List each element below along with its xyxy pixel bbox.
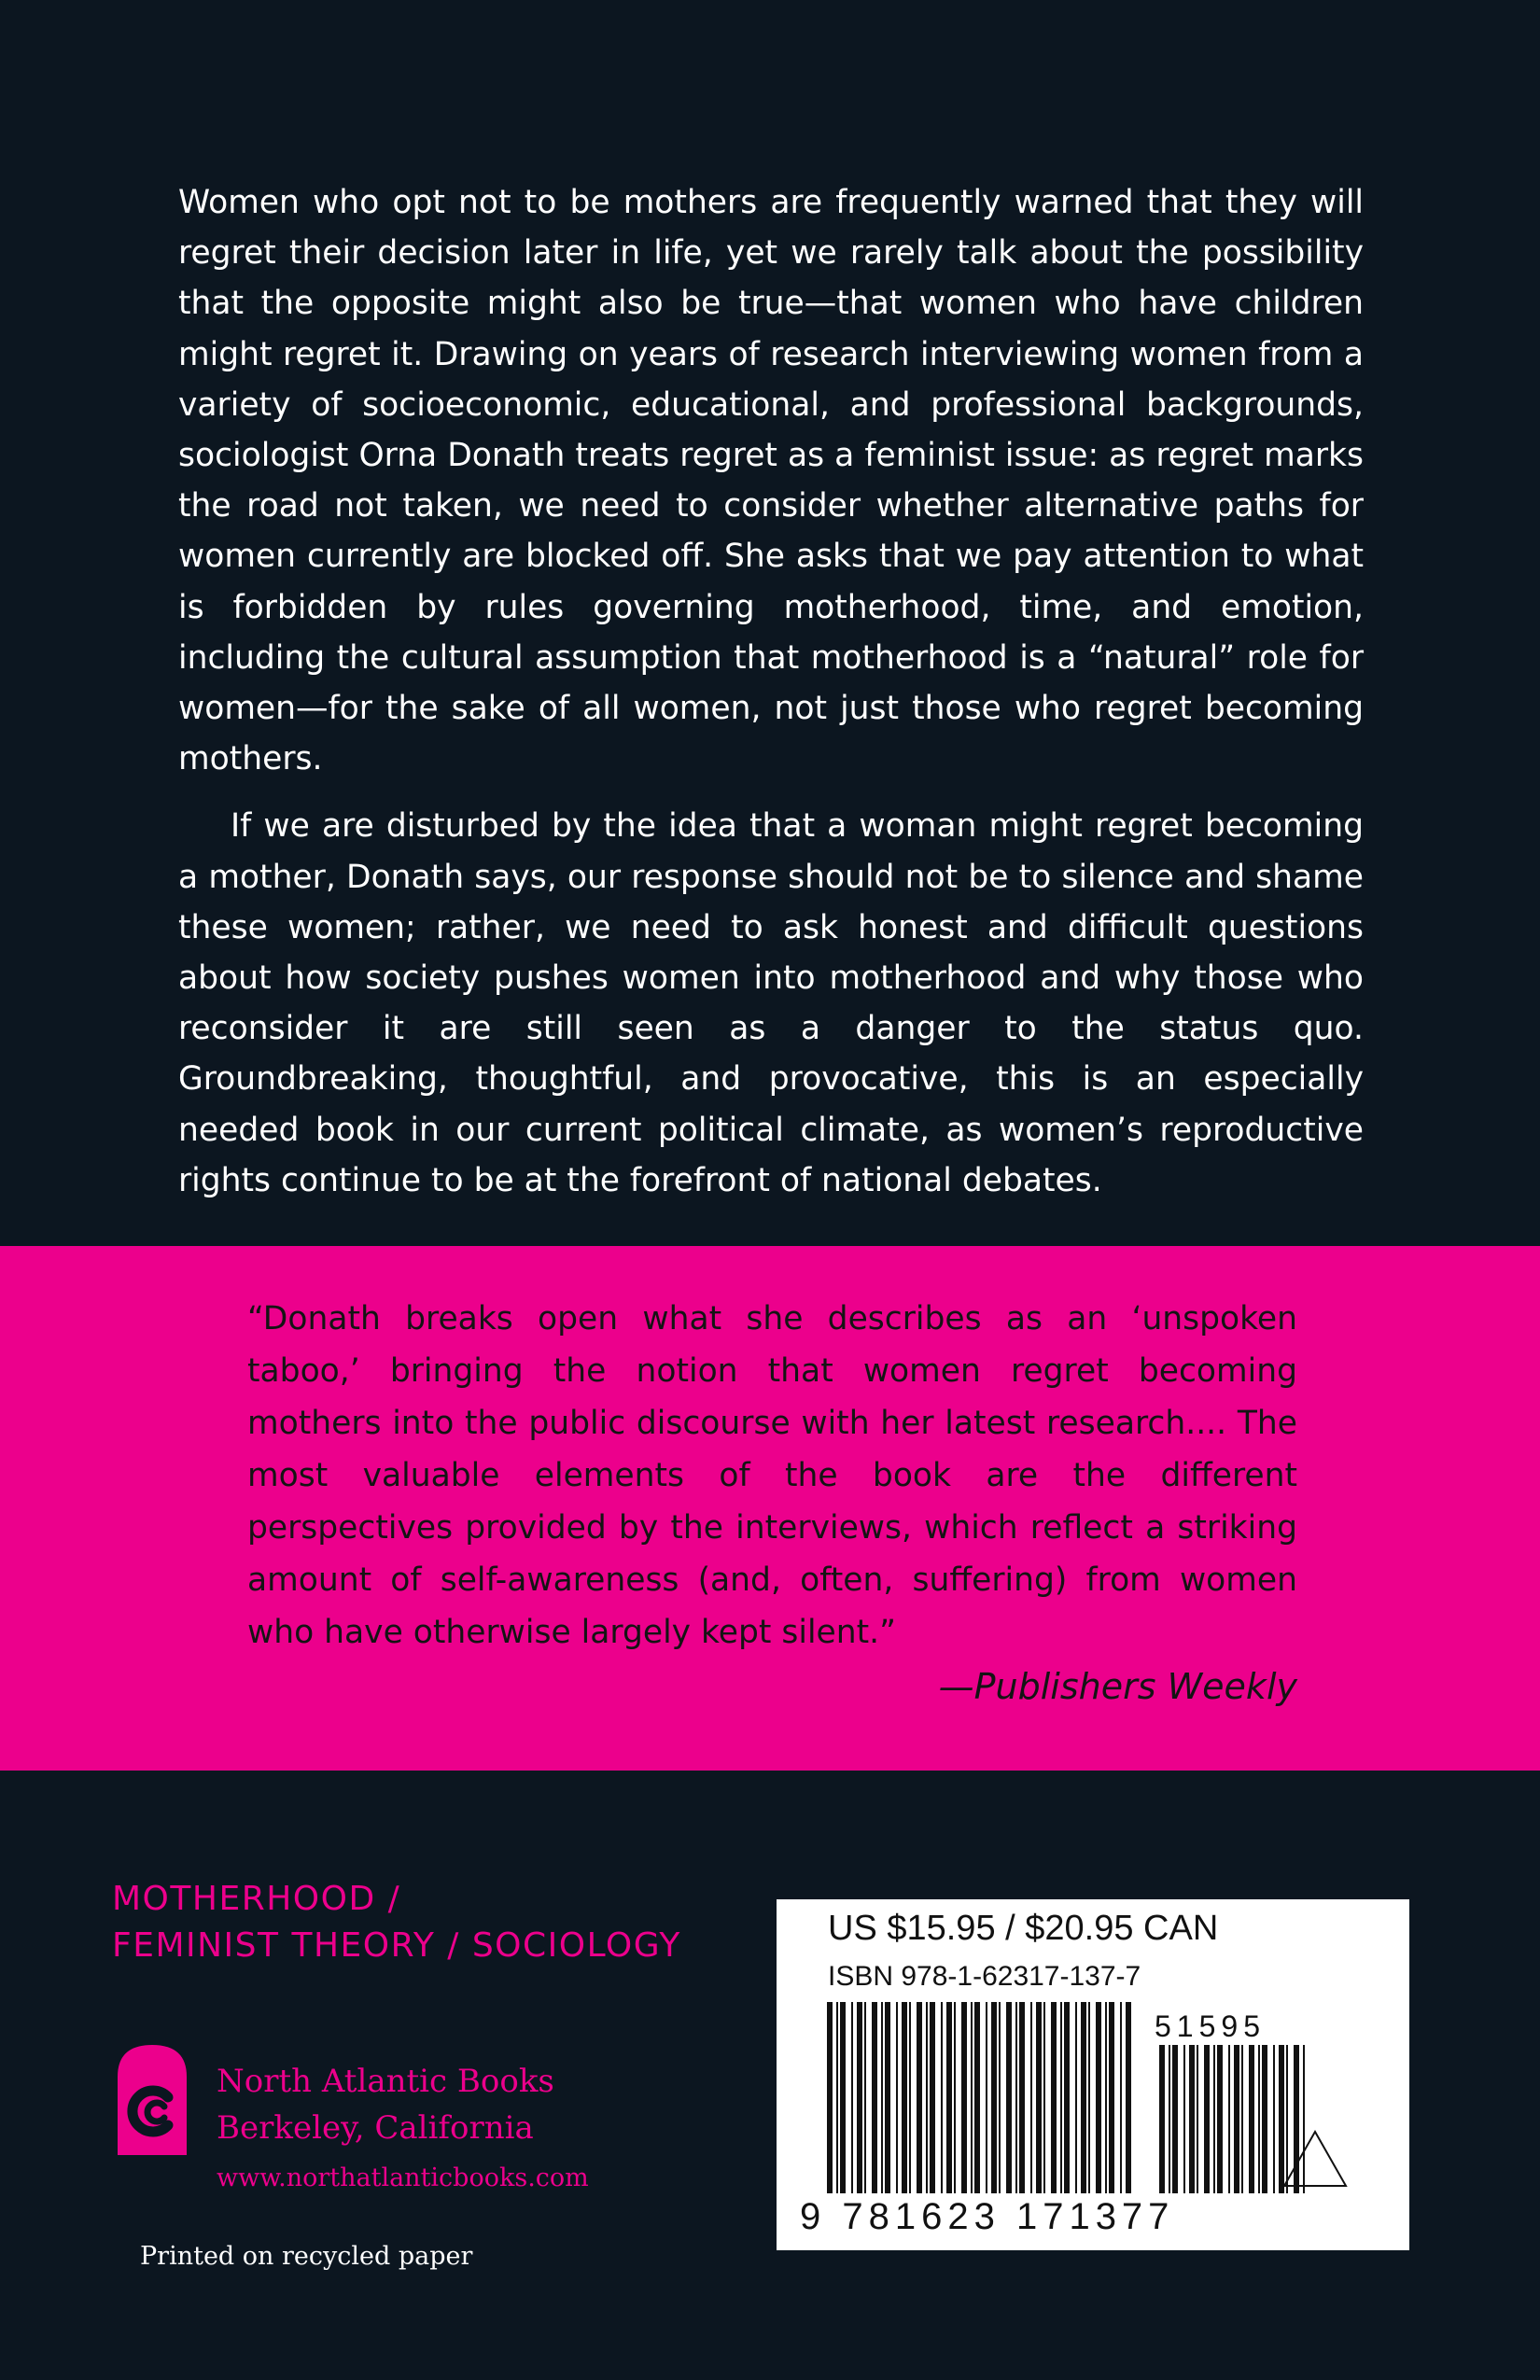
north-atlantic-books-logo-icon [110,2039,194,2161]
category-label [112,1876,681,1969]
isbn-label: ISBN 978-1-62317-137-7 [828,1961,1141,1992]
category-line-2: FEMINIST THEORY / SOCIOLOGY [112,1926,681,1965]
isbn-digits: 9 781623 171377 [800,2196,1175,2237]
category-line-1: MOTHERHOOD / [112,1880,401,1918]
review-attribution: —Publishers Weekly [938,1666,1297,1707]
triangle-icon [1281,2128,1350,2190]
addon-digits: 51595 [1155,2009,1266,2043]
description-paragraph-2: If we are disturbed by the idea that a woman might regret becoming a mother, Donath says, our response should not be to silence and shame these women; rather, we need to ask honest and difficult questions about how society pushes women into motherhood and why those who reconsider it are still seen as a danger to the status quo. Groundbreaking, thoughtful, and provocative, this is an especially needed book in our current political climate, as women’s reproductive rights continue to be at the forefront of national debates. [178,807,1364,1199]
description-paragraph-1: Women who opt not to be mothers are frequently warned that they will regret their decision later in life, yet we rarely talk about the possibility that the opposite might also be true—that women who have children might regret it. Drawing on years of research interviewing women from a variety of socioeconomic, educational, and professional backgrounds, sociologist Orna Donath treats regret as a feminist issue: as regret marks the road not taken, we need to consider whether alternative paths for women currently are blocked off. She asks that we pay attention to what is forbidden by rules governing motherhood, time, and emotion, including the cultural assumption that motherhood is a “natural” role for women—for the sake of all women, not just those who regret becoming mothers. [178,184,1364,778]
publisher-website[interactable]: www.northatlanticbooks.com [217,2163,589,2192]
publisher-name: North Atlantic Books [217,2063,554,2100]
review-band [0,1246,1540,1771]
publisher-location: Berkeley, California [217,2109,534,2147]
printed-note: Printed on recycled paper [140,2242,473,2271]
barcode-panel [777,1899,1409,2250]
price-label: US $15.95 / $20.95 CAN [828,1909,1219,1948]
review-quote: “Donath breaks open what she describes as an ‘unspoken taboo,’ bringing the notion that women regret becoming mothers into the public discourse with her latest research.... The most valuable elements of the book are the different perspectives provided by the interviews, which reflect a striking amount of self-awareness (and, often, suffering) from women who have otherwise largely kept silent.” [247,1300,1297,1651]
book-description [178,177,1364,1206]
publisher-info [217,2058,554,2151]
